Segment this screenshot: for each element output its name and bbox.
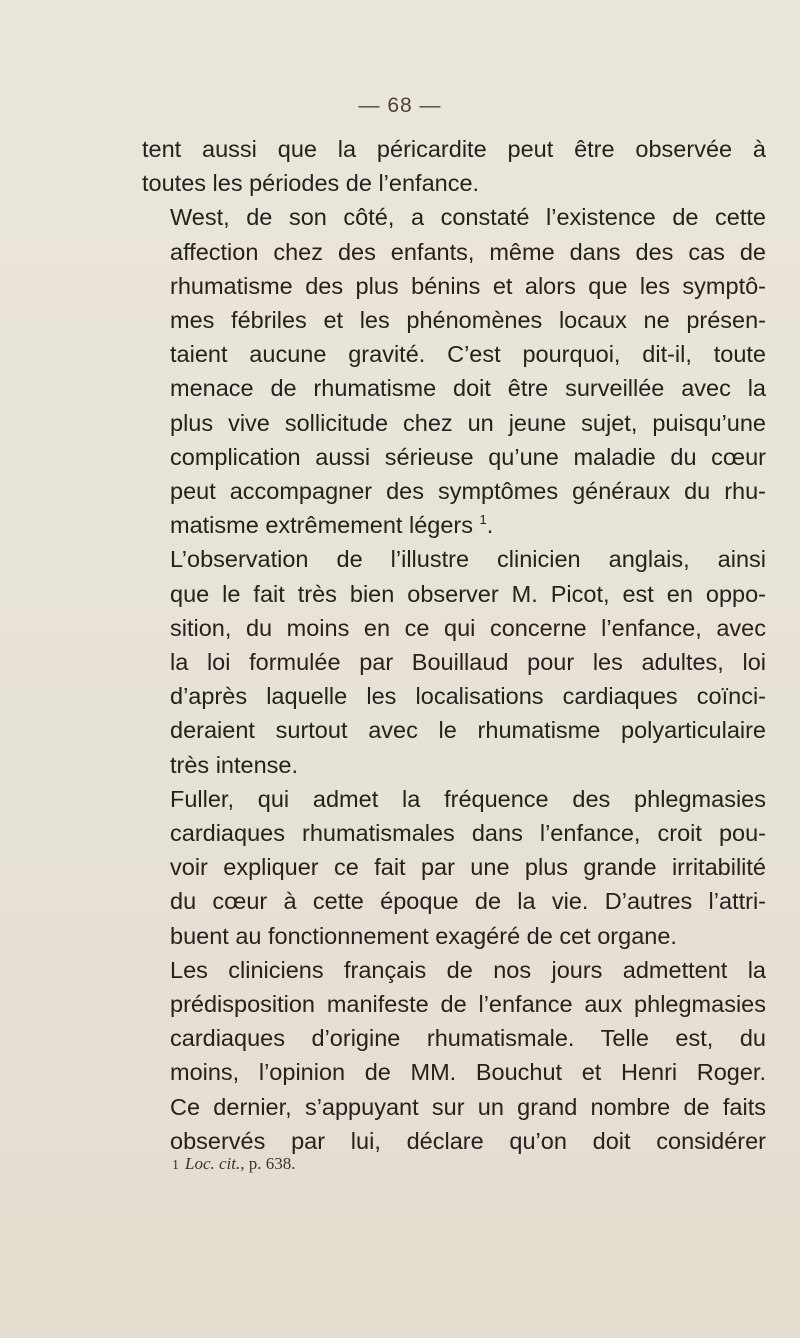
text-line: Fuller, qui admet la fréquence des phlegmasies <box>170 785 766 812</box>
text-line: buent au fonctionnement exagéré de cet organe. <box>170 922 677 949</box>
footnote-reference-punctuation: . <box>486 512 494 539</box>
footnote-page-ref: , p. 638. <box>240 1154 296 1173</box>
text-line: plus vive sollicitude chez un jeune sujet, puisqu’une <box>170 409 766 436</box>
text-line: menace de rhumatisme doit être surveillée avec la <box>170 375 766 402</box>
text-line: rhumatisme des plus bénins et alors que les symptô- <box>170 272 766 299</box>
paragraph <box>142 782 766 953</box>
text-line: cardiaques d’origine rhumatismale. Telle est, du <box>170 1025 766 1052</box>
text-line: mes fébriles et les phénomènes locaux ne présen- <box>170 307 766 334</box>
text-line: peut accompagner des symptômes généraux du rhu- <box>170 478 766 505</box>
text-line: voir expliquer ce fait par une plus grande irritabilité <box>170 854 766 881</box>
text-line: prédisposition manifeste de l’enfance aux phlegmasies <box>170 991 766 1018</box>
text-line: cardiaques rhumatismales dans l’enfance, croit pou- <box>170 820 766 847</box>
paragraph <box>142 542 766 781</box>
text-line: tent aussi que la péricardite peut être observée à <box>142 136 766 162</box>
text-line: West, de son côté, a constaté l’existence de cette <box>170 204 766 231</box>
text-line: observés par lui, déclare qu’on doit considérer <box>170 1127 766 1154</box>
text-line: Les cliniciens français de nos jours admettent la <box>170 956 766 983</box>
text-line: très intense. <box>170 751 299 778</box>
paragraph <box>142 132 766 200</box>
text-line: d’après laquelle les localisations cardiaques coïnci- <box>170 683 766 710</box>
text-line: moins, l’opinion de MM. Bouchut et Henri Roger. <box>170 1059 766 1086</box>
text-line: deraient surtout avec le rhumatisme polyarticulaire <box>170 717 766 744</box>
text-line: L’observation de l’illustre clinicien anglais, ainsi <box>170 546 766 573</box>
text-line: toutes les périodes de l’enfance. <box>142 170 480 197</box>
page-number: — 68 — <box>358 94 442 117</box>
text-line: du cœur à cette époque de la vie. D’autres l’attri- <box>170 888 766 915</box>
text-line: matisme extrêmement légers $^1$. <box>170 512 494 539</box>
text-line: complication aussi sérieuse qu’une maladie du cœur <box>170 443 766 470</box>
paragraph <box>142 200 766 542</box>
text-line: taient aucune gravité. C’est pourquoi, dit-il, toute <box>170 341 766 368</box>
footnote-marker: 1 <box>172 1158 179 1173</box>
text-line: sition, du moins en ce qui concerne l’enfance, avec <box>170 614 766 641</box>
text-line: que le fait très bien observer M. Picot, est en oppo- <box>170 580 766 607</box>
footnote-reference: 1 <box>479 512 487 528</box>
text-line: Ce dernier, s’appuyant sur un grand nombre de faits <box>170 1093 766 1120</box>
text-line: affection chez des enfants, même dans des cas de <box>170 238 766 265</box>
footnote <box>172 1154 296 1174</box>
footnote-citation: Loc. cit. <box>185 1154 241 1173</box>
text-line: la loi formulée par Bouillaud pour les adultes, loi <box>170 649 766 676</box>
paragraph <box>142 953 766 1158</box>
body-text <box>142 132 766 1158</box>
